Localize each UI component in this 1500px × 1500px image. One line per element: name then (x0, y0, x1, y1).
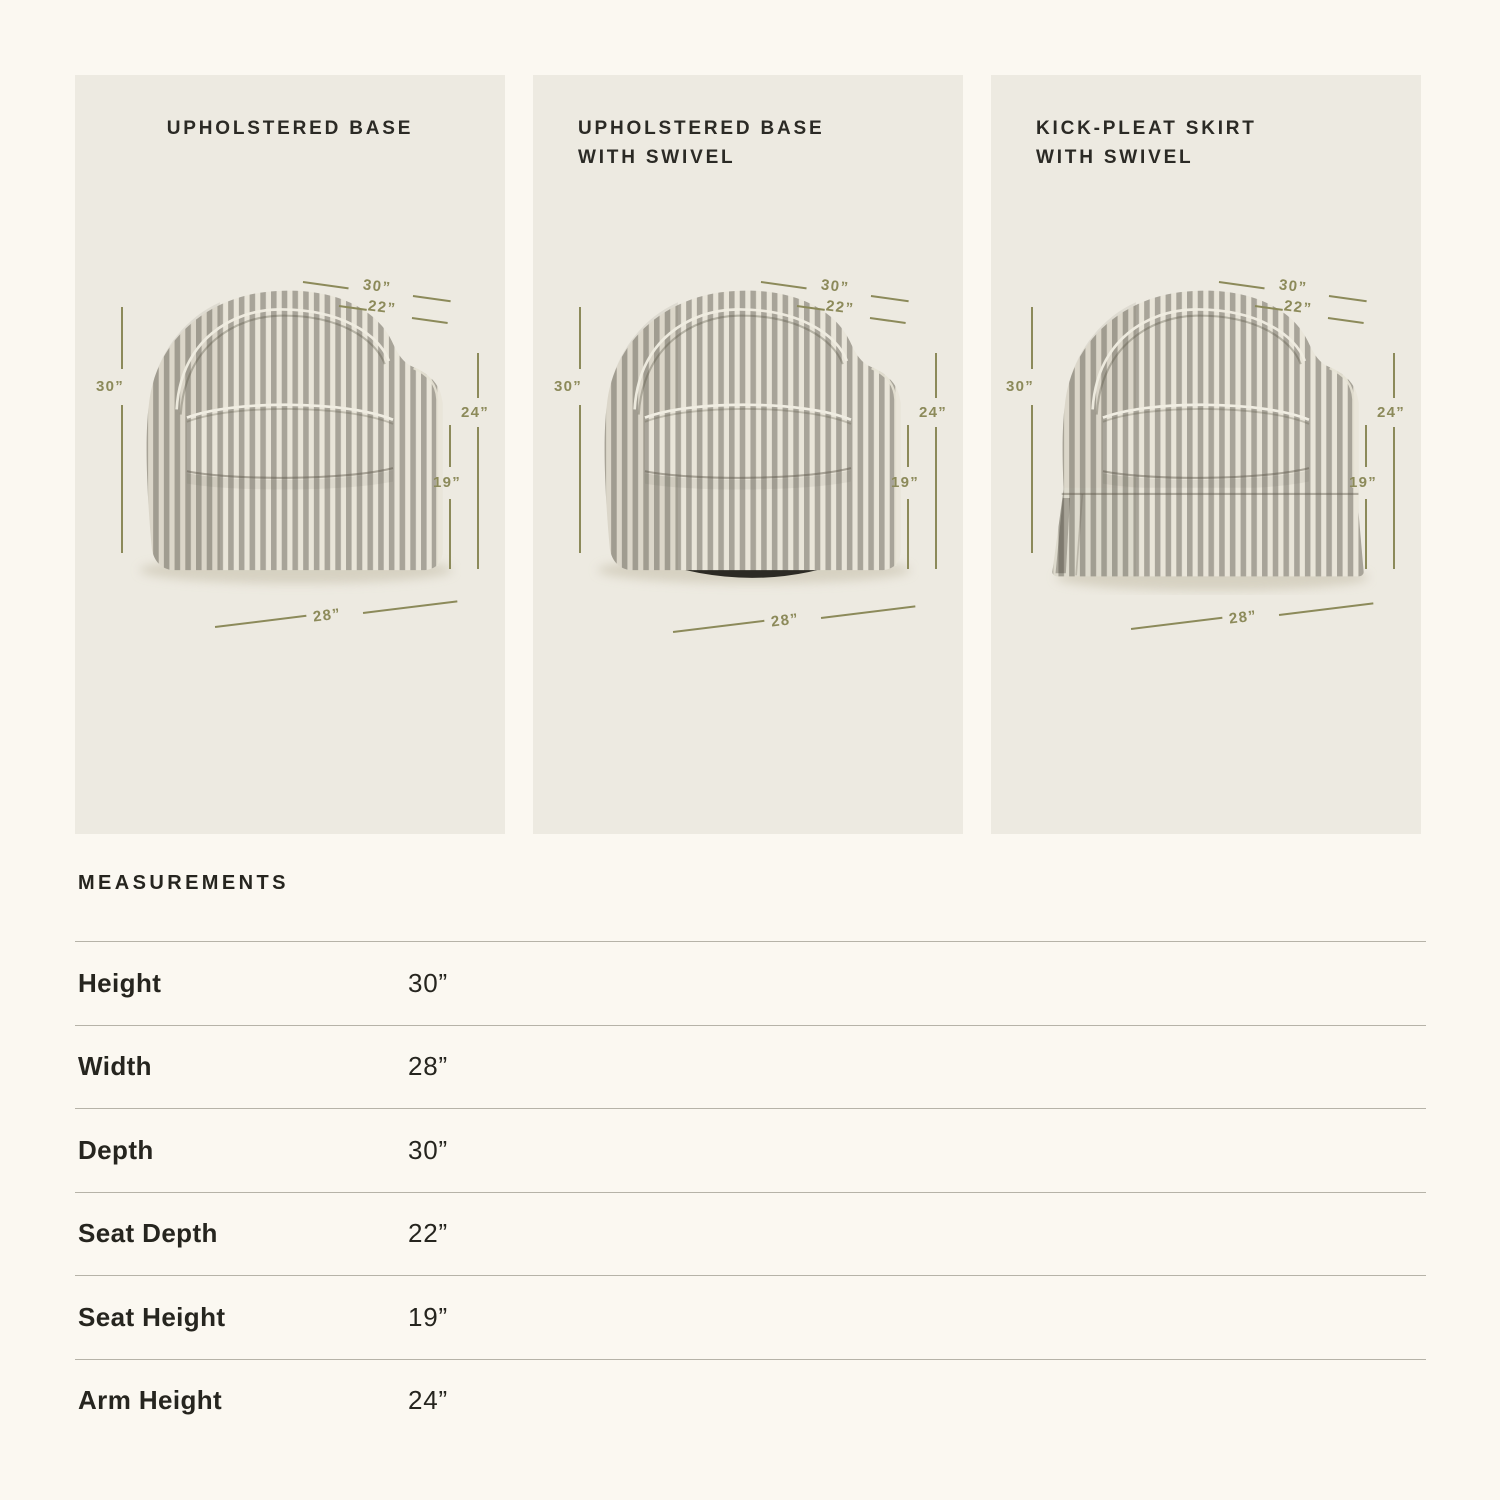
variant-panels (75, 75, 1421, 834)
table-row (75, 1192, 1426, 1276)
dimension-line (215, 615, 307, 628)
row-value: 30” (408, 1134, 448, 1165)
dimension-line (1131, 617, 1223, 630)
dimension-line (449, 425, 451, 467)
chair-figure (991, 75, 1421, 834)
variant-panel-upholstered-base (75, 75, 505, 834)
dimension-line (121, 405, 123, 553)
chair-figure (533, 75, 963, 834)
dimension-line (935, 427, 937, 569)
dimension-label-depth: 30” (362, 276, 393, 297)
table-row (75, 1108, 1426, 1192)
table-row (75, 1359, 1426, 1443)
dimension-label-seat-depth: 22” (367, 297, 398, 318)
row-value: 28” (408, 1051, 448, 1082)
dimension-label-seat-depth: 22” (1283, 297, 1314, 318)
row-value: 22” (408, 1218, 448, 1249)
row-value: 24” (408, 1385, 448, 1416)
row-value: 19” (408, 1301, 448, 1332)
panel-title-line2: WITH SWIVEL (578, 146, 736, 168)
chair-illustration-kick-pleat-skirt (1037, 263, 1377, 595)
variant-panel-upholstered-base-swivel (533, 75, 963, 834)
dimension-line (1365, 425, 1367, 467)
table-row (75, 941, 1426, 1025)
row-label: Seat Depth (78, 1218, 218, 1249)
dimension-line (907, 499, 909, 569)
row-label: Seat Height (78, 1301, 226, 1332)
dimension-label-height: 30” (554, 378, 583, 395)
dimension-label-seat-depth: 22” (825, 297, 856, 318)
panel-title-line1: UPHOLSTERED BASE (166, 118, 414, 139)
measurements-table (75, 941, 1426, 1442)
dimension-line (907, 425, 909, 467)
dimension-label-arm-height: 24” (461, 404, 490, 421)
dimension-label-seat-height: 19” (1349, 474, 1378, 491)
chair-illustration-upholstered-base-swivel (579, 263, 919, 595)
dimension-line (1031, 307, 1033, 369)
dimension-line (579, 307, 581, 369)
dimension-label-width: 28” (770, 610, 801, 631)
panel-title-line1: KICK-PLEAT SKIRT (1036, 118, 1257, 139)
dimension-label-depth: 30” (1278, 276, 1309, 297)
table-row (75, 1275, 1426, 1359)
variant-panel-kick-pleat-skirt-swivel (991, 75, 1421, 834)
dimension-label-height: 30” (96, 378, 125, 395)
dimension-line (579, 405, 581, 553)
dimension-label-seat-height: 19” (891, 474, 920, 491)
chair-figure (75, 75, 505, 834)
chair-illustration-upholstered-base (121, 263, 461, 595)
dimension-line (1393, 353, 1395, 398)
dimension-line (477, 353, 479, 398)
dimension-label-height: 30” (1006, 378, 1035, 395)
table-row (75, 1025, 1426, 1109)
row-label: Width (78, 1051, 152, 1082)
dimension-label-width: 28” (312, 605, 343, 626)
row-label: Arm Height (78, 1385, 223, 1416)
dimension-line (477, 427, 479, 569)
dimension-line (673, 620, 765, 633)
dimension-label-depth: 30” (820, 276, 851, 297)
dimension-label-seat-height: 19” (433, 474, 462, 491)
dimension-line (1393, 427, 1395, 569)
measurements-heading: MEASUREMENTS (78, 872, 289, 894)
dimension-label-arm-height: 24” (919, 404, 948, 421)
dimension-line (821, 605, 915, 618)
dimension-line (1279, 602, 1373, 615)
dimension-line (363, 600, 457, 613)
row-label: Depth (78, 1134, 154, 1165)
dimension-label-width: 28” (1228, 607, 1259, 628)
dimension-line (1365, 499, 1367, 569)
panel-title-line1: UPHOLSTERED BASE (578, 118, 825, 139)
dimension-line (935, 353, 937, 398)
dimension-line (1031, 405, 1033, 553)
dimension-label-arm-height: 24” (1377, 404, 1406, 421)
panel-title-line2: WITH SWIVEL (1036, 146, 1194, 168)
dimension-line (121, 307, 123, 369)
measurements-section (75, 872, 1426, 1442)
row-label: Height (78, 967, 162, 998)
row-value: 30” (408, 967, 448, 998)
dimension-line (449, 499, 451, 569)
